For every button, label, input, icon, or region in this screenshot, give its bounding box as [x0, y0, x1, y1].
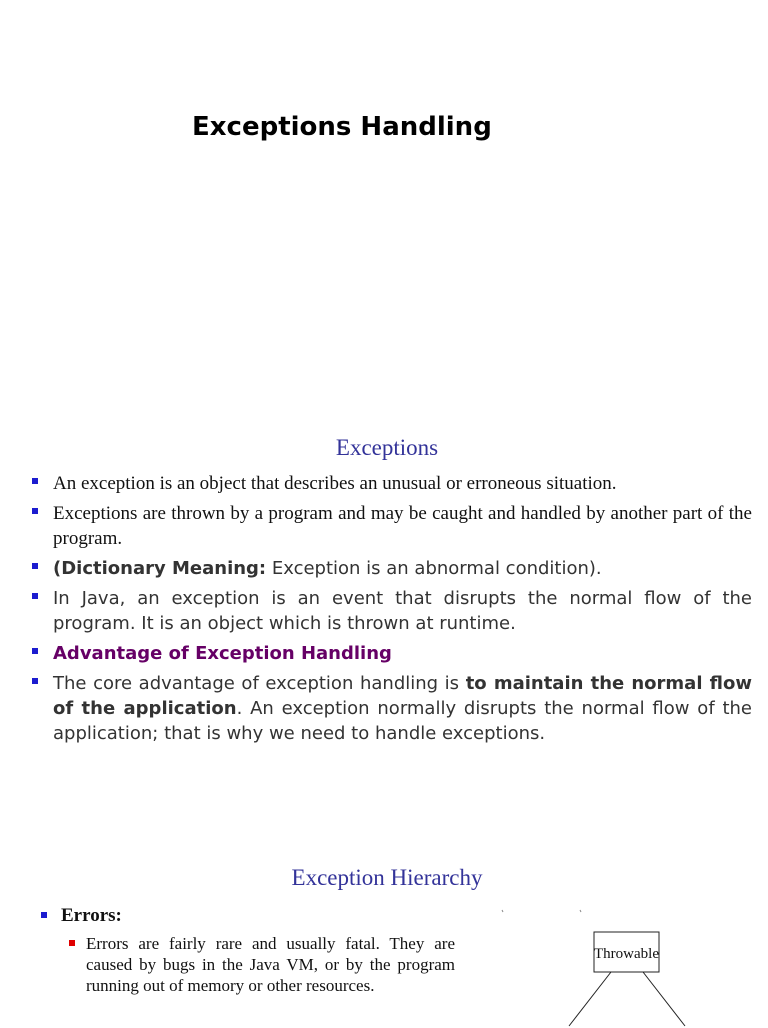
bullet-icon — [32, 678, 38, 684]
list-item — [30, 471, 752, 496]
bullet-text: The core advantage of exception handling is — [53, 673, 466, 694]
errors-text: Errors are fairly rare and usually fatal. They are caused by bugs in the Java VM, or by the program running out of memory or other resources. — [86, 934, 455, 995]
right-branch-line — [643, 972, 685, 1026]
errors-heading — [40, 905, 455, 927]
diagram-mark — [502, 910, 503, 912]
bullet-icon — [32, 508, 38, 514]
errors-description — [40, 933, 455, 996]
exceptions-slide — [0, 405, 768, 825]
bullet-icon — [32, 563, 38, 569]
list-item — [30, 556, 752, 581]
hierarchy-slide — [0, 845, 768, 1024]
errors-label: Errors: — [61, 905, 122, 926]
left-branch-line — [569, 972, 611, 1026]
throwable-label: Throwable — [594, 946, 659, 962]
bullet-icon — [41, 912, 47, 918]
bullet-text: Exception is an abnormal condition). — [266, 558, 602, 579]
bullet-icon — [32, 593, 38, 599]
slide-title: Exceptions Handling — [192, 112, 492, 142]
errors-section — [40, 905, 455, 996]
title-slide — [0, 0, 768, 405]
bullet-list — [30, 471, 752, 751]
bullet-text: In Java, an exception is an event that disrupts the normal flow of the program. It is an object which is thrown at runtime. — [53, 588, 752, 634]
slide-title: Exceptions — [335, 435, 439, 460]
diagram-mark — [580, 910, 581, 912]
list-item — [30, 586, 752, 636]
bullet-text: Exceptions are thrown by a program and may be caught and handled by another part of the program. — [53, 503, 752, 549]
hierarchy-diagram — [497, 903, 747, 1028]
advantage-heading: Advantage of Exception Handling — [53, 643, 392, 664]
bullet-emphasis: to maintain the normal flow of the application — [53, 673, 752, 719]
dictionary-label: (Dictionary Meaning: — [53, 558, 267, 579]
bullet-icon — [32, 478, 38, 484]
bullet-text: An exception is an object that describes an unusual or erroneous situation. — [53, 473, 617, 494]
list-item — [30, 501, 752, 551]
list-item — [30, 671, 752, 746]
sub-bullet-icon — [69, 940, 75, 946]
slide-title: Exception Hierarchy — [291, 865, 483, 890]
bullet-text: . An exception normally disrupts the normal flow of the application; that is why we need to handle exceptions. — [53, 698, 752, 744]
list-item — [30, 641, 752, 666]
bullet-icon — [32, 648, 38, 654]
